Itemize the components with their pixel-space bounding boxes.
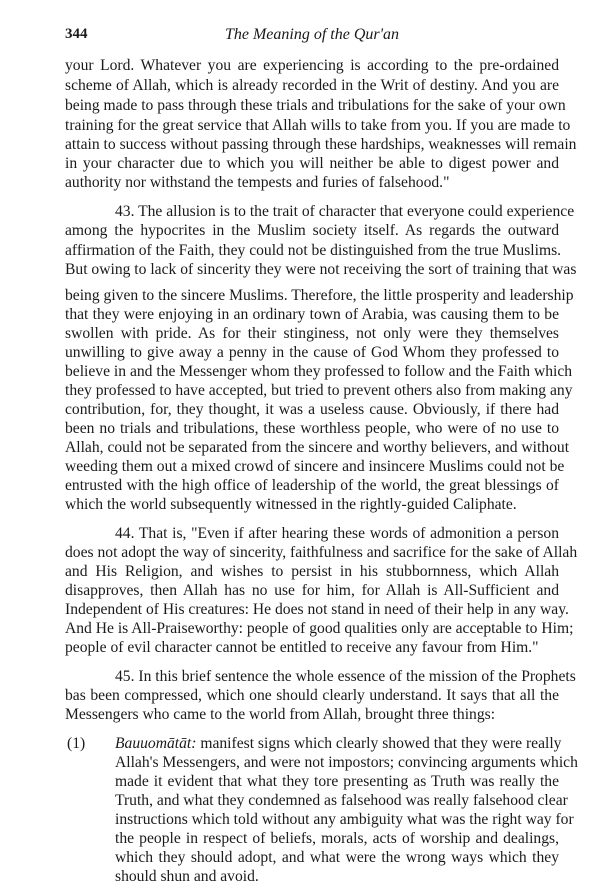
- list-item-line: Allah's Messengers, and were not impostors; convincing arguments which: [115, 754, 578, 771]
- list-item-term: Bauuomātāt:: [115, 735, 197, 752]
- list-item-line: Bauuomātāt: manifest signs which clearly showed that they were really: [115, 735, 562, 752]
- text-line: 43. The allusion is to the trait of character that everyone could experience: [115, 203, 575, 220]
- text-line: and His Religion, and wishes to persist in his stubbornness, which Allah: [65, 563, 559, 580]
- text-line: Independent of His creatures: He does not stand in need of their help in any way.: [65, 601, 569, 618]
- page-number: 344: [65, 26, 88, 42]
- text-line: being given to the sincere Muslims. Therefore, the little prosperity and leadership: [65, 287, 574, 304]
- list-item-line: should shun and avoid.: [115, 868, 259, 885]
- text-line: And He is All-Praiseworthy: people of good qualities only are acceptable to Him;: [65, 620, 574, 637]
- text-line: swollen with pride. As for their stinginess, not only were they themselves: [65, 325, 559, 342]
- text-line: weeding them out a mixed crowd of sincere and insincere Muslims could not be: [65, 458, 565, 475]
- text-line: Allah, could not be separated from the sincere and worthy believers, and without: [65, 439, 570, 456]
- text-line: 44. That is, "Even if after hearing these words of admonition a person: [115, 525, 559, 542]
- text-line: But owing to lack of sincerity they were not receiving the sort of training that was: [65, 261, 577, 278]
- text-line: unwilling to give away a penny in the cause of God Whom they professed to: [65, 344, 559, 361]
- text-line: they professed to have accepted, but tried to prevent others also from making any: [65, 382, 573, 399]
- text-line: authority nor withstand the tempests and furies of falsehood.": [65, 174, 450, 191]
- page-header: [65, 26, 559, 48]
- list-item-line: which they should adopt, and what were the wrong ways which they: [115, 849, 559, 866]
- text-line: that they were enjoying in an ordinary town of Arabia, was causing them to be: [65, 306, 559, 323]
- text-line: being made to pass through these trials and tribulations for the sake of your own: [65, 97, 566, 114]
- running-title: The Meaning of the Qur'an: [224, 26, 400, 43]
- text-line: been no trials and tribulations, these worthless people, who were of no use to: [65, 420, 559, 437]
- text-line: in your character due to which you will neither be able to digest power and: [65, 155, 559, 172]
- text-line: entrusted with the high office of leadership of the world, the great blessings of: [65, 477, 559, 494]
- list-item-line: made it evident that what they tore presenting as Truth was really the: [115, 773, 559, 790]
- text-line: 45. In this brief sentence the whole essence of the mission of the Prophets: [115, 668, 576, 685]
- text-line: attain to success without passing through these hardships, weaknesses will remain: [65, 136, 577, 153]
- text-line: people of evil character cannot be entitled to receive any favour from Him.": [65, 639, 539, 656]
- list-item-line: the people in respect of beliefs, morals, acts of worship and dealings,: [115, 830, 559, 847]
- list-item-label: (1): [67, 735, 86, 752]
- text-line: contribution, for, they thought, it was a useless cause. Obviously, if there had: [65, 401, 559, 418]
- text-line: among the hypocrites in the Muslim society itself. As regards the outward: [65, 222, 559, 239]
- text-line: your Lord. Whatever you are experiencing is according to the pre-ordained: [65, 57, 559, 74]
- text-line: bas been compressed, which one should clearly understand. It says that all the: [65, 687, 559, 704]
- list-item-line: instructions which told without any ambiguity what was the right way for: [115, 811, 574, 828]
- text-line: Messengers who came to the world from Allah, brought three things:: [65, 706, 496, 723]
- text-line: affirmation of the Faith, they could not be distinguished from the true Muslims.: [65, 242, 562, 259]
- text-line: training for the great service that Allah wills to take from you. If you are made to: [65, 117, 571, 134]
- text-line: disapproves, then Allah has no use for him, for Allah is All-Sufficient and: [65, 582, 559, 599]
- list-item-line: Truth, and what they condemned as falsehood was really falsehood clear: [115, 792, 568, 809]
- text-line: scheme of Allah, which is already recorded in the Writ of destiny. And you are: [65, 77, 559, 94]
- text-line: does not adopt the way of sincerity, faithfulness and sacrifice for the sake of Allah: [65, 544, 578, 561]
- text-line: believe in and the Messenger whom they professed to follow and the Faith which: [65, 363, 573, 380]
- text-line: which the world subsequently witnessed in the rightly-guided Caliphate.: [65, 496, 517, 513]
